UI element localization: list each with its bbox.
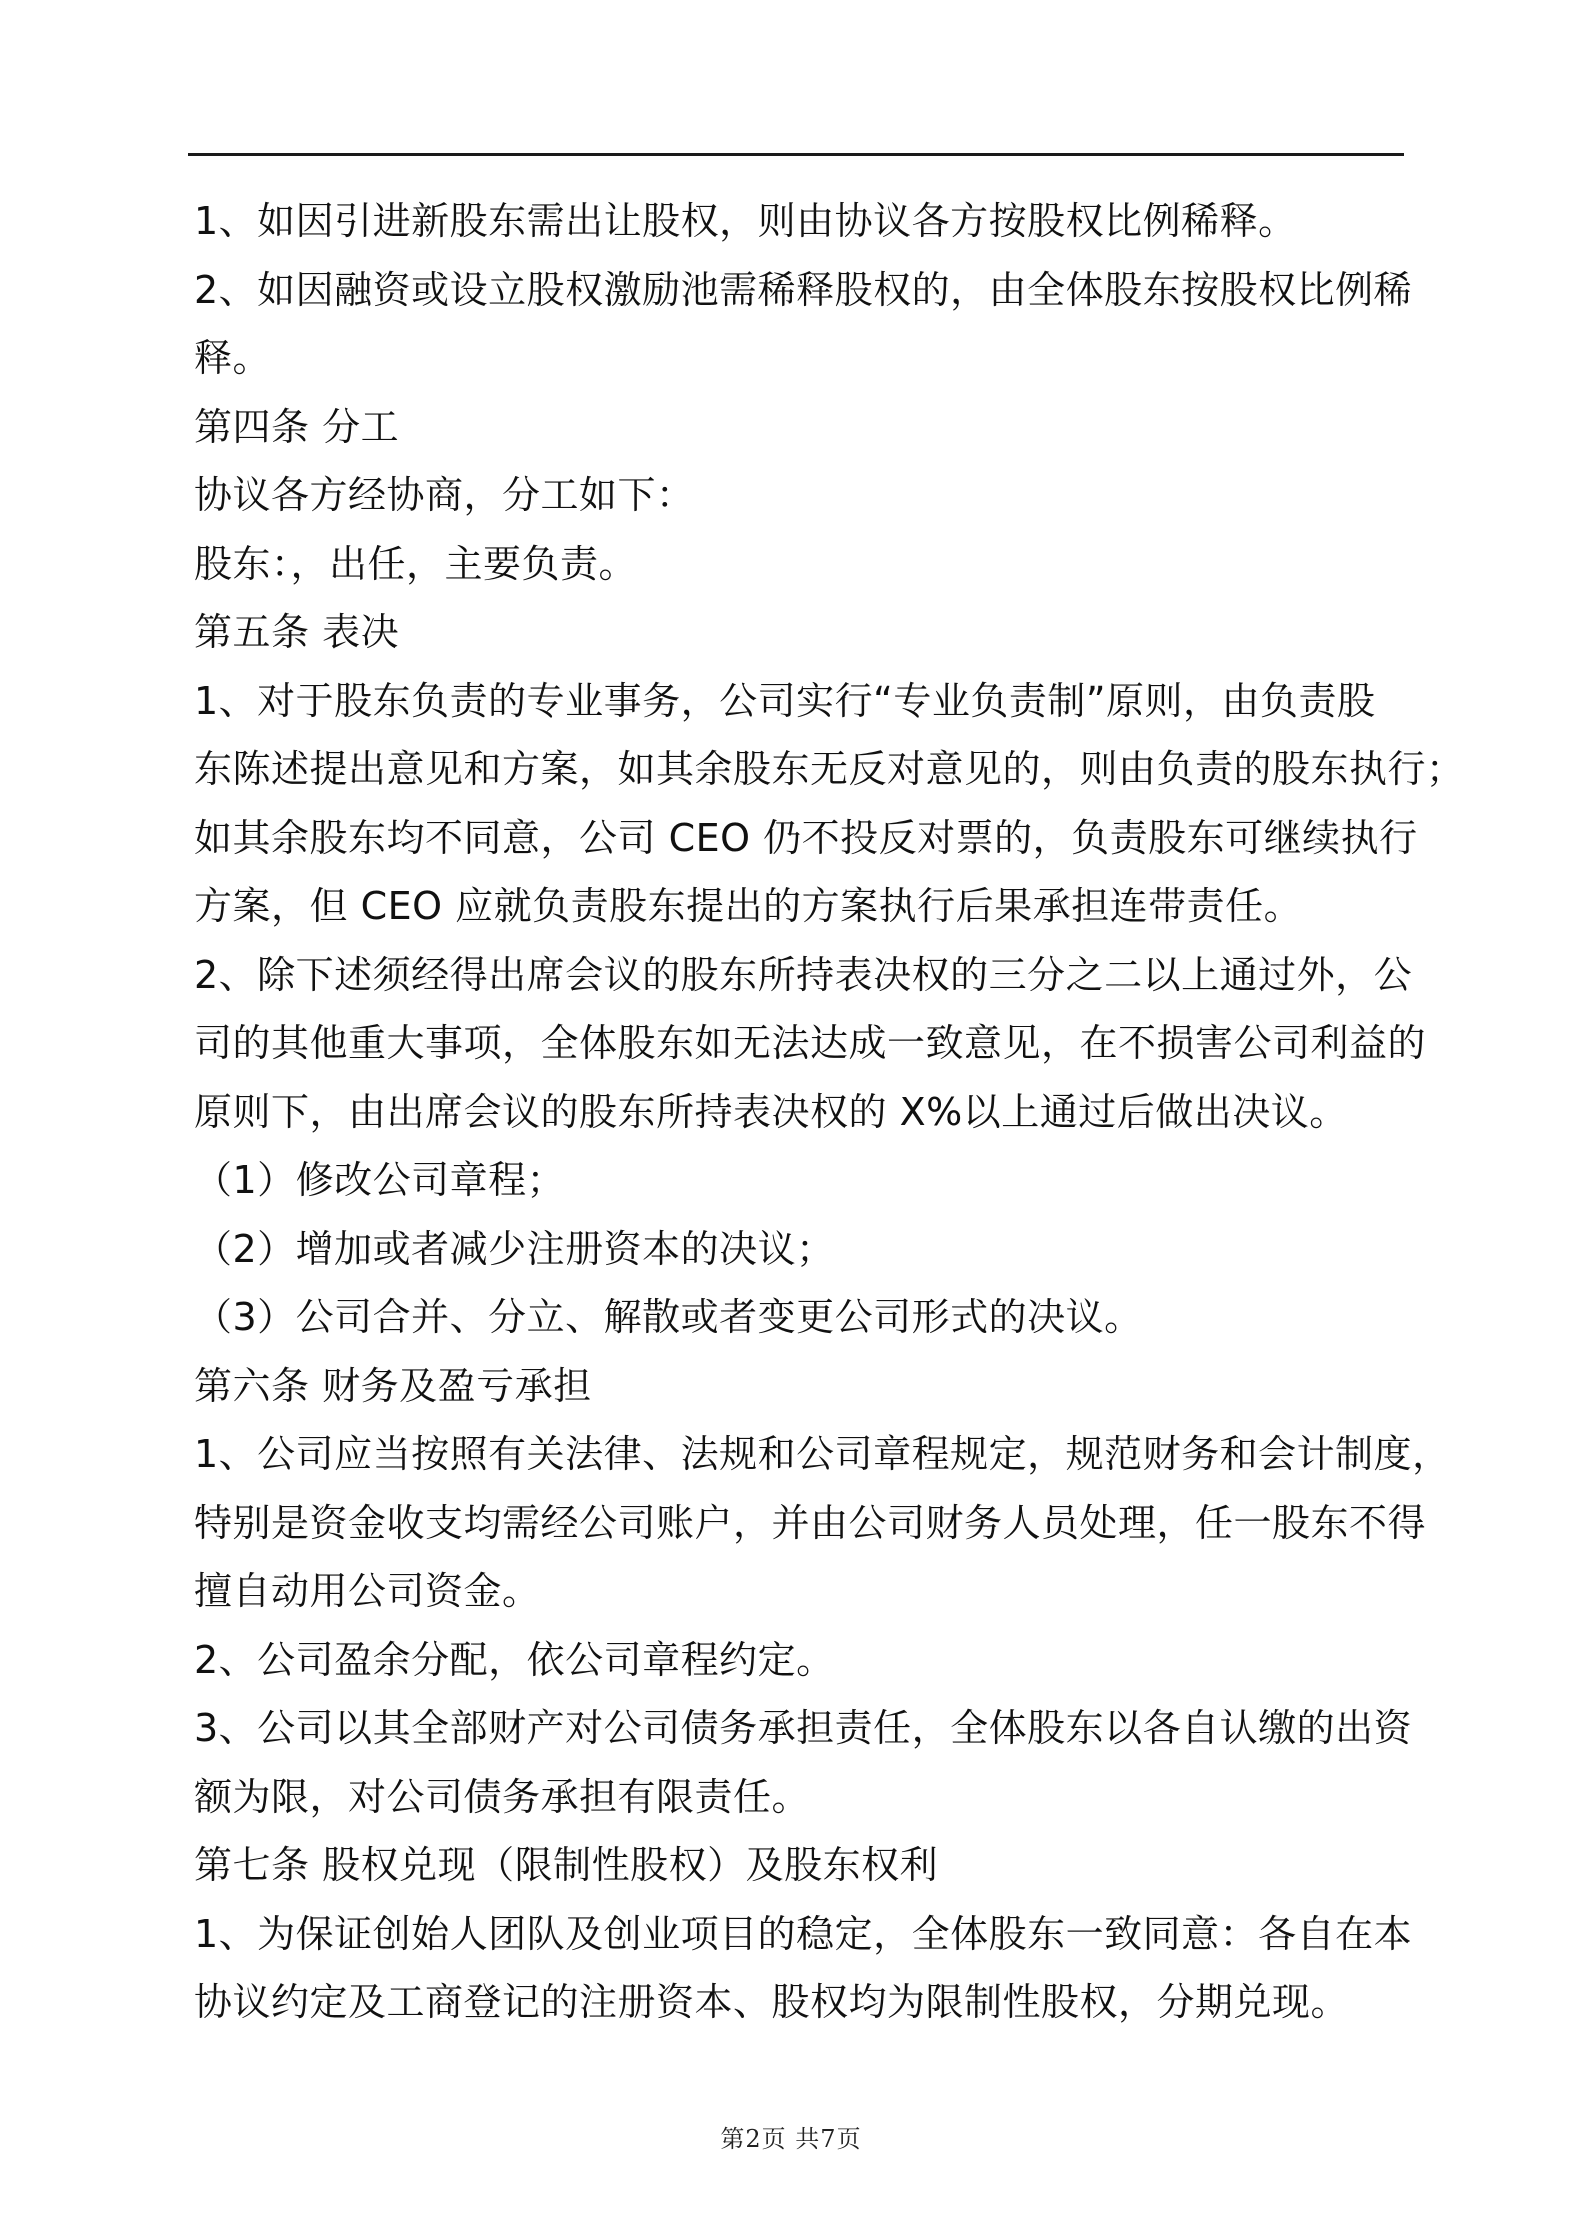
- section-heading: 第七条 股权兑现（限制性股权）及股东权利: [194, 1843, 939, 1887]
- text-line: 如其余股东均不同意，公司 CEO 仍不投反对票的，负责股东可继续执行: [194, 815, 1418, 860]
- text-line: 1、对于股东负责的专业事务，公司实行“专业负责制”原则，由负责股: [194, 678, 1376, 723]
- text-line: 司的其他重大事项，全体股东如无法达成一致意见，在不损害公司利益的: [194, 1021, 1427, 1065]
- text-line: 释。: [194, 336, 272, 380]
- text-line: 1、公司应当按照有关法律、法规和公司章程规定，规范财务和会计制度，: [194, 1432, 1451, 1476]
- text-line: 3、公司以其全部财产对公司债务承担责任，全体股东以各自认缴的出资: [194, 1706, 1413, 1750]
- section-heading: 第六条 财务及盈亏承担: [194, 1363, 592, 1408]
- section-heading: 第五条 表决: [194, 610, 400, 654]
- page-footer: 第2页 共7页: [720, 2125, 862, 2153]
- text-line: 1、为保证创始人团队及创业项目的稳定，全体股东一致同意：各自在本: [194, 1911, 1413, 1956]
- text-line: 2、如因融资或设立股权激励池需稀释股权的，由全体股东按股权比例稀: [194, 267, 1413, 312]
- text-line: 原则下，由出席会议的股东所持表决权的 X%以上通过后做出决议。: [194, 1089, 1348, 1134]
- text-line: 1、如因引进新股东需出让股权，则由协议各方按股权比例稀释。: [194, 199, 1297, 243]
- text-line: 东陈述提出意见和方案，如其余股东无反对意见的，则由负责的股东执行；: [194, 747, 1465, 791]
- document-body: [194, 187, 1465, 2037]
- text-line: 特别是资金收支均需经公司账户，并由公司财务人员处理，任一股东不得: [194, 1500, 1427, 1545]
- list-item: （2）增加或者减少注册资本的决议；: [194, 1226, 835, 1271]
- text-line: 协议约定及工商登记的注册资本、股权均为限制性股权，分期兑现。: [194, 1980, 1350, 2024]
- text-line: 股东：，出任，主要负责。: [194, 541, 638, 586]
- text-line: 擅自动用公司资金。: [194, 1569, 541, 1613]
- text-line: 额为限，对公司债务承担有限责任。: [194, 1774, 811, 1819]
- list-item: （3）公司合并、分立、解散或者变更公司形式的决议。: [194, 1295, 1143, 1339]
- list-item: （1）修改公司章程；: [194, 1158, 566, 1202]
- text-line: 方案，但 CEO 应就负责股东提出的方案执行后果承担连带责任。: [194, 884, 1303, 928]
- header-rule: [188, 153, 1404, 156]
- text-line: 协议各方经协商，分工如下：: [194, 473, 695, 517]
- text-line: 2、公司盈余分配，依公司章程约定。: [194, 1637, 835, 1682]
- section-heading: 第四条 分工: [194, 404, 400, 449]
- text-line: 2、除下述须经得出席会议的股东所持表决权的三分之二以上通过外，公: [194, 952, 1413, 997]
